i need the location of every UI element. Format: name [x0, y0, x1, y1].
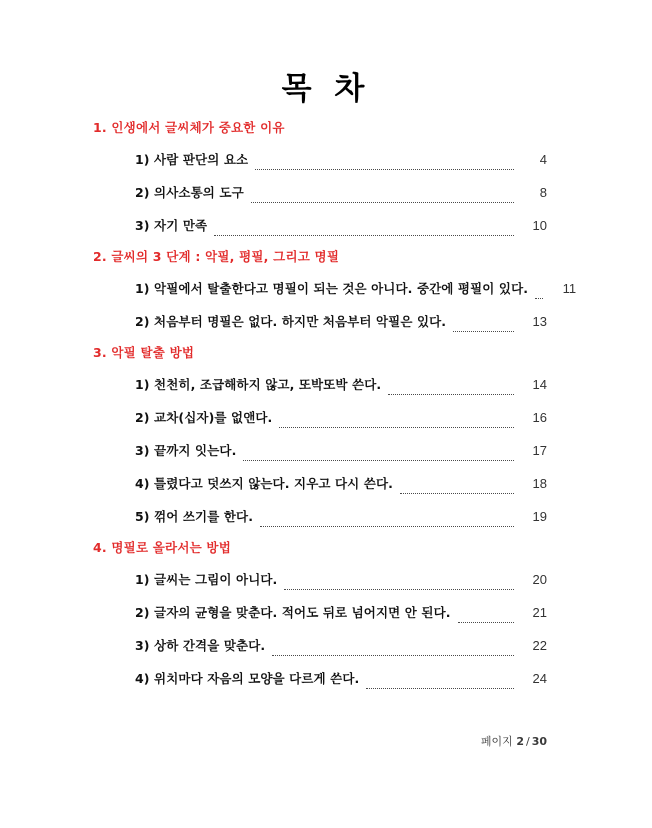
toc-entry-label: 1) 글씨는 그림이 아니다. [135, 572, 278, 587]
toc-entry[interactable] [0, 434, 652, 467]
toc-entry-leader-dots [214, 209, 514, 242]
toc-entry-page-number: 8 [539, 185, 547, 200]
toc-entry-label: 1) 사람 판단의 요소 [135, 152, 249, 167]
toc-entry-page-number: 20 [532, 572, 547, 587]
toc-entry[interactable] [0, 176, 652, 209]
toc-section-heading[interactable]: 2. 글씨의 3 단계 : 악필, 평필, 그리고 명필 [93, 249, 340, 264]
toc-section [0, 338, 652, 533]
toc-entry[interactable] [0, 563, 652, 596]
toc-entry-leader-dots [260, 500, 514, 533]
toc-entry-page-number: 4 [539, 152, 547, 167]
toc-entry-label: 2) 교차(십자)를 없앤다. [135, 410, 273, 425]
toc-entry[interactable] [0, 629, 652, 662]
footer-page-label: 페이지 [480, 735, 513, 748]
toc-entry-leader-dots [272, 629, 514, 662]
footer-current-page: 2 [516, 735, 524, 748]
toc-entry[interactable] [0, 368, 652, 401]
toc-entry[interactable] [0, 596, 652, 629]
toc-entry[interactable] [0, 401, 652, 434]
toc-entry-page-number: 19 [532, 509, 547, 524]
toc-entry-leader-dots [453, 305, 514, 338]
footer-separator: / [525, 735, 530, 748]
toc-entry-leader-dots [458, 596, 514, 629]
toc-entry-leader-dots [243, 434, 514, 467]
toc-entry-page-number: 14 [532, 377, 547, 392]
toc-entry-leader-dots [284, 563, 514, 596]
toc-entry-leader-dots [388, 368, 514, 401]
footer-total-pages: 30 [531, 735, 547, 748]
toc-entry-label: 2) 의사소통의 도구 [135, 185, 244, 200]
toc-section [0, 113, 652, 242]
page-title: 목 차 [281, 71, 371, 107]
toc-entry[interactable] [0, 305, 652, 338]
toc-entry-leader-dots [251, 176, 514, 209]
toc-entry-leader-dots [535, 272, 543, 305]
toc-section-heading[interactable]: 1. 인생에서 글씨체가 중요한 이유 [93, 120, 285, 135]
toc-entry[interactable] [0, 272, 652, 305]
toc-entry-page-number: 21 [532, 605, 547, 620]
toc-entry-page-number: 22 [532, 638, 547, 653]
toc-entry-page-number: 13 [532, 314, 547, 329]
toc-section-heading[interactable]: 3. 악필 탈출 방법 [93, 345, 195, 360]
toc-entry-label: 1) 악필에서 탈출한다고 명필이 되는 것은 아니다. 중간에 평필이 있다. [135, 281, 529, 296]
toc-entry-label: 3) 자기 만족 [135, 218, 208, 233]
toc-entry-label: 4) 위치마다 자음의 모양을 다르게 쓴다. [135, 671, 360, 686]
toc-entry[interactable] [0, 209, 652, 242]
toc-entry-page-number: 18 [532, 476, 547, 491]
toc-entry[interactable] [0, 662, 652, 695]
toc-entry-label: 5) 꺾어 쓰기를 한다. [135, 509, 254, 524]
toc-entry[interactable] [0, 500, 652, 533]
toc-entry-leader-dots [279, 401, 514, 434]
toc-entry-page-number: 11 [562, 281, 577, 296]
toc-entry[interactable] [0, 143, 652, 176]
toc-entry-leader-dots [400, 467, 514, 500]
toc-entry-label: 4) 틀렸다고 덧쓰지 않는다. 지우고 다시 쓴다. [135, 476, 393, 491]
toc-entry-page-number: 24 [532, 671, 547, 686]
toc-section [0, 242, 652, 338]
toc-entry-page-number: 16 [532, 410, 547, 425]
toc-entry-label: 1) 천천히, 조급해하지 않고, 또박또박 쓴다. [135, 377, 382, 392]
toc-entry-label: 3) 끝까지 잇는다. [135, 443, 237, 458]
table-of-contents [0, 113, 652, 695]
page-footer [0, 733, 652, 749]
toc-entry-leader-dots [366, 662, 514, 695]
toc-entry-page-number: 17 [532, 443, 547, 458]
toc-section [0, 533, 652, 695]
toc-entry-page-number: 10 [532, 218, 547, 233]
toc-section-heading[interactable]: 4. 명필로 올라서는 방법 [93, 540, 231, 555]
toc-entry-label: 2) 글자의 균형을 맞춘다. 적어도 뒤로 넘어지면 안 된다. [135, 605, 451, 620]
toc-entry-label: 2) 처음부터 명필은 없다. 하지만 처음부터 악필은 있다. [135, 314, 447, 329]
toc-entry[interactable] [0, 467, 652, 500]
toc-entry-label: 3) 상하 간격을 맞춘다. [135, 638, 266, 653]
toc-entry-leader-dots [255, 143, 514, 176]
